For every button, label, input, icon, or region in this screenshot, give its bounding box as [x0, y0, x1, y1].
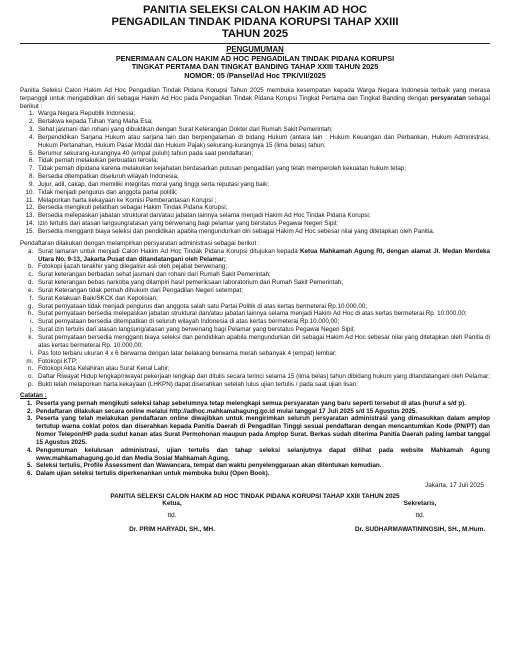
- list-item: p. Bukti telah melaporkan harta kekayaan (LHKPN) dapat diserahkan setelah lulus ujian tertulis / pada saat ujian lisan.: [35, 381, 490, 389]
- list-item: 10. Tidak menjadi pengurus dan anggota partai politik;: [36, 189, 490, 197]
- docs-a-bold: Ketua Mahkamah Agung RI, dengan alamat Jl. Medan Merdeka Utara No. 9-13, Jakarta Pusat dan ditandatangani oleh Pelamar;: [38, 247, 490, 263]
- list-item: 15. Bersedia mengganti biaya seleksi dan pendidikan apabila mengundurkan diri sebagai Hakim Ad Hoc sebesar nilai yang ditetapkan oleh Panitia.: [36, 228, 490, 236]
- list-item: 3. Sehat jasmani dan rohani yang dibuktikan dengan Surat Keterangan Dokter dari Rumah Sakit Pemerintah;: [36, 126, 490, 134]
- requirements-list: [20, 110, 490, 236]
- chair-role: Ketua,: [162, 500, 182, 508]
- list-item: m. Fotokopi KTP;: [35, 358, 490, 366]
- header-line-3: TAHUN 2025: [221, 28, 289, 40]
- list-item: e. Surat Keterangan tidak pernah dihukum dari Pengadilan Negeri setempat;: [35, 287, 490, 295]
- list-item: c. Surat keterangan berbadan sehat jasmani dan rohani dari Rumah Sakit Pemerintah;: [35, 271, 490, 279]
- list-item: 1. Peserta yang pernah mengikuti seleksi tahap sebelumnya tetap melengkapi semua persyaratan yang baru seperti tersebut di atas (huruf a s/d p).: [34, 400, 490, 408]
- list-item: 3. Peserta yang telah melakukan pendaftaran online diwajibkan untuk mengirimkan seluruh persyaratan administrasi yang dimasukkan dalam amplop tertutup warna coklat polos dan diserahkan kepada Panitia Daerah di Pengadilan Tinggi sesuai pendaftaran dengan mencantumkan Kode (PN/PT) dan Nomor Telepon/HP pada sudut kanan atas Surat Permohonan maupun pada Amplop Surat. Berkas sudah diterima Panitia Daerah paling lambat tanggal 15 Agustus 2025.: [34, 415, 490, 446]
- list-item: 7. Tidak pernah dipidana karena melakukan kejahatan berdasarkan putusan pengadilan yang telah memperoleh kekuatan hukum tetap;: [36, 165, 490, 173]
- list-item: 8. Bersedia ditempatkan diseluruh wilayah Indonesia;: [36, 173, 490, 181]
- list-item: 6. Dalam ujian seleksi tertulis diperkenankan untuk membuka buku (Open Book).: [34, 470, 490, 478]
- notes-list: [20, 400, 490, 478]
- header-divider: [20, 43, 490, 44]
- document-header: [20, 4, 490, 40]
- secretary-role: Sekretaris,: [403, 500, 437, 508]
- intro-text: Panitia Seleksi Calon Hakim Ad Hoc Pengadilan Tindak Pidana Korupsi Tahun 2025 membuka kesempatan kepada Warga Negara Indonesia terbaik yang merasa terpanggil untuk mengabdikan diri sebagai Hakim Ad Hoc pada Pengadilan Tindak Pidana Korupsi Tingkat Pertama dan Tingkat Banding dengan: [20, 86, 490, 102]
- list-item: g. Surat pernyataan tidak menjadi pengurus dan anggota salah satu Partai Politik di atas kertas bermeterai Rp.10.000,00;: [35, 303, 490, 311]
- list-item: b. Fotokopi ijazah terakhir yang dilegalisir asli oleh pejabat berwenang;: [35, 263, 490, 271]
- list-item: n. Fotokopi Akta Kelahiran atau Surat Kenal Lahir;: [35, 365, 490, 373]
- document-date: Jakarta, 17 Juli 2025: [425, 482, 484, 490]
- signature-chair: [102, 500, 242, 534]
- header-line-1: PANITIA SELEKSI CALON HAKIM AD HOC: [143, 4, 367, 16]
- list-item: k. Surat pernyataan bersedia mengganti biaya seleksi dan pendidikan apabila mengundurkan diri sebagai Hakim Ad Hoc sebesar nilai yang ditetapkan oleh Panitia di atas kertas bermeterai Rp. 10.000,00;: [35, 334, 490, 350]
- list-item: o. Daftar Riwayat Hidup lengkap/riwayat pekerjaan lengkap dan ditulis secara terinci selama 15 (lima belas) tahun dibidang hukum yang ditandatangani oleh Pelamar;: [35, 373, 490, 381]
- list-item: 9. Jujur, adil, cakap, dan memiliki integritas moral yang tinggi serta reputasi yang baik;: [36, 181, 490, 189]
- announcement-title-block: [20, 46, 490, 81]
- intro-tail: sebagai berikut :: [20, 94, 490, 110]
- list-item: 1. Warga Negara Republik Indonesia;: [36, 110, 490, 118]
- list-item: 14. Izin tertulis dari atasan langsung/atasan yang berwenang bagi pelamar yang berstatus Pegawai Negeri Sipil;: [36, 220, 490, 228]
- announcement-line-2: TINGKAT PERTAMA DAN TINGKAT BANDING TAHAP XXIII TAHUN 2025: [131, 62, 379, 72]
- list-item: 5. Seleksi tertulis, Profile Assessment dan Wawancara, tempat dan waktu penyelenggaraan akan ditentukan kemudian.: [34, 462, 490, 470]
- list-item: 4. Pengumuman kelulusan administrasi, ujian tertulis dan tahap seleksi selanjutnya dapat dilihat pada website Mahkamah Agung www.mahkamahagung.go.id dan Media Sosial Mahkamah Agung.: [34, 447, 490, 463]
- list-item: d. Surat keterangan bebas narkoba yang dilampiri hasil pemeriksaan laboratorium dari Rumah Sakit Pemerintah;: [35, 279, 490, 287]
- list-item: 2. Bertakwa kepada Tuhan Yang Maha Esa;: [36, 118, 490, 126]
- chair-name: Dr. PRIM HARYADI, SH., MH.: [129, 526, 215, 534]
- docs-intro: Pendaftaran dilakukan dengan melampirkan persyaratan administrasi sebagai berikut :: [20, 239, 260, 247]
- list-item: 6. Tidak pernah melakukan perbuatan tercela;: [36, 157, 490, 165]
- list-item: i. Surat pernyataan bersedia ditempatkan di seluruh wilayah Indonesia di atas kertas bermeterai Rp.10.000,00;: [35, 318, 490, 326]
- documents-list: [20, 248, 490, 389]
- announcement-title: PENGUMUMAN: [226, 45, 284, 54]
- header-line-2: PENGADILAN TINDAK PIDANA KORUPSI TAHAP XXIII: [111, 16, 399, 28]
- list-item: l. Pas foto terbaru ukuran 4 x 6 berwarna dengan latar belakang berwarna merah sebanyak 4 (empat) lembar;: [35, 350, 490, 358]
- intro-bold: persyaratan: [430, 94, 466, 102]
- intro-paragraph: [20, 87, 490, 111]
- list-item: 12. Bersedia mengikuti pelatihan sebagai Hakim Tindak Pidana Korupsi;: [36, 204, 490, 212]
- announcement-number: NOMOR: 05 /Pansel/Ad Hoc TPK/VII/2025: [184, 71, 326, 81]
- list-item: [35, 248, 490, 264]
- notes-title: Catatan :: [20, 391, 47, 399]
- list-item: 11. Melaporkan harta kekayaan ke Komisi Pemberantasan Korupsi ;: [36, 197, 490, 205]
- signature-secretary: [350, 500, 490, 534]
- list-item: 5. Berumur sekurang-kurangnya 40 (empat puluh) tahun pada saat pendaftaran;: [36, 150, 490, 158]
- chair-ttd: ttd.: [167, 512, 177, 520]
- secretary-ttd: ttd.: [415, 512, 425, 520]
- list-item: f. Surat Kelakuan Baik/SKCK dari Kepolisian;: [35, 295, 490, 303]
- list-item: 2. Pendaftaran dilakukan secara online melalui http://adhoc.mahkamahagung.go.id mulai tanggal 17 Juli 2025 s/d 15 Agustus 2025.: [34, 408, 490, 416]
- secretary-name: Dr. SUDHARMAWATININGSIH, SH., M.Hum.: [354, 526, 486, 534]
- list-item: h. Surat pernyataan bersedia melepaskan jabatan struktural dan/atau jabatan lainnya selama menjadi Hakim Ad Hoc di atas kertas bermeterai Rp. 10.000,00;: [35, 310, 490, 318]
- signature-block: [20, 500, 490, 540]
- announcement-line-1: PENERIMAAN CALON HAKIM AD HOC PENGADILAN TINDAK PIDANA KORUPSI: [115, 53, 395, 63]
- list-item: 4. Berpendidikan Sarjana Hukum atau sarjana lain dan berpengalaman di bidang Hukum (antara lain : Hukum Keuangan dan Perbankan, Hukum Administrasi, Hukum Pertanahan, Hukum Pasar Modal dan Hukum Pajak) sekurang-kurangnya 15 (lima belas) tahun;: [36, 134, 490, 150]
- list-item: 13. Bersedia melepaskan jabatan struktural dan/atau jabatan lainnya selama menjadi Hakim Ad Hoc Tindak Pidana Korupsi;: [36, 212, 490, 220]
- list-item: j. Surat izin tertulis dari atasan langsung/atasan yang berwenang bagi Pelamar yang berstatus Pegawai Negeri Sipil;: [35, 326, 490, 334]
- docs-a-text: Surat lamaran untuk menjadi Calon Hakim Ad Hoc Tindak Pidana Korupsi ditujukan kepada: [38, 247, 298, 255]
- signature-org: PANITIA SELEKSI CALON HAKIM AD HOC TINDAK PIDANA KORUPSI TAHAP XXIII TAHUN 2025: [110, 493, 400, 501]
